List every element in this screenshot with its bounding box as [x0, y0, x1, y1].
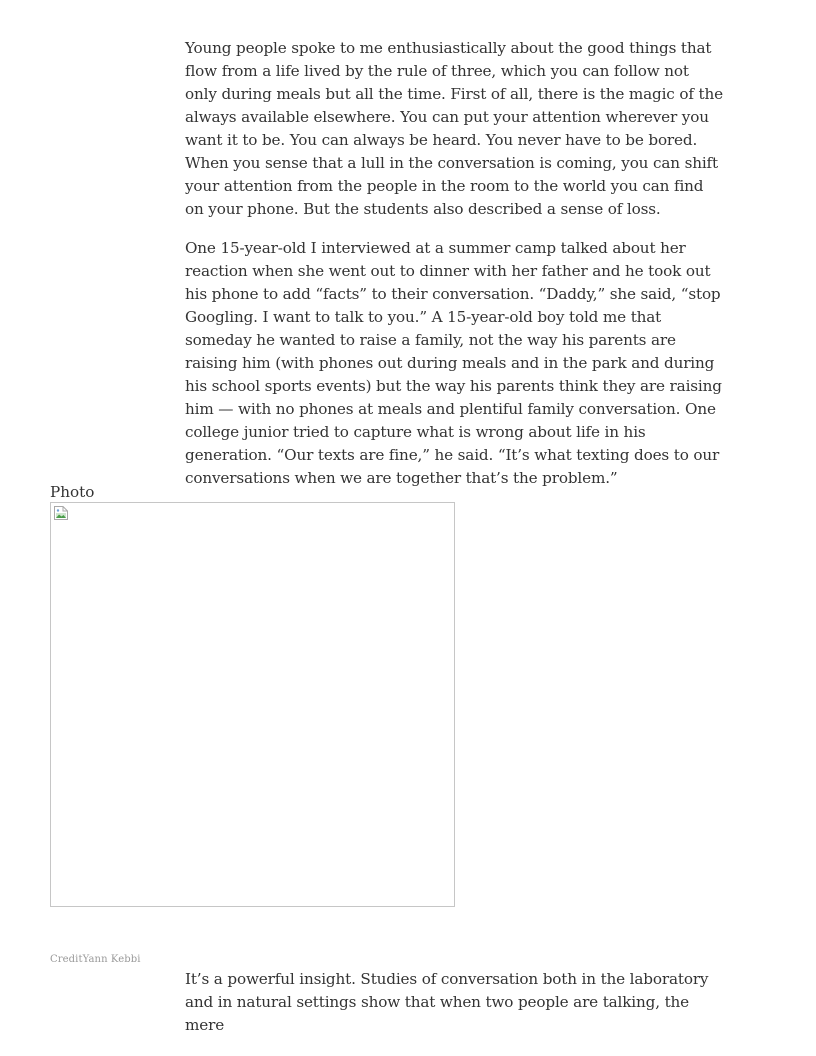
article-paragraph: It’s a powerful insight. Studies of conversation both in the laboratory and in natural settings show that when two people are talking, the mere	[185, 970, 709, 1034]
photo-placeholder	[50, 502, 455, 907]
photo-credit: CreditYann Kebbi	[50, 954, 141, 965]
article-paragraph: One 15-year-old I interviewed at a summer camp talked about her reaction when she went out to dinner with her father and he took out his phone to add “facts” to their conversation. “Daddy,” she said, “stop Googling. I want to talk to you.” A 15-year-old boy told me that someday he wanted to raise a family, not the way his parents are raising him (with phones out during meals and in the park and during his school sports events) but the way his parents think they are raising him — with no phones at meals and plentiful family conversation. One college junior tried to capture what is wrong about life in his generation. “Our texts are fine,” he said. “It’s what texting does to our conversations when we are together that’s the problem.”	[185, 239, 722, 487]
broken-image-icon	[53, 505, 69, 521]
photo-label: Photo	[50, 483, 95, 501]
article-paragraph: Young people spoke to me enthusiastically about the good things that flow from a life lived by the rule of three, which you can follow not only during meals but all the time. First of all, there is the magic of the always available elsewhere. You can put your attention wherever you want it to be. You can always be heard. You never have to be bored. When you sense that a lull in the conversation is coming, you can shift your attention from the people in the room to the world you can find on your phone. But the students also described a sense of loss.	[185, 39, 723, 218]
